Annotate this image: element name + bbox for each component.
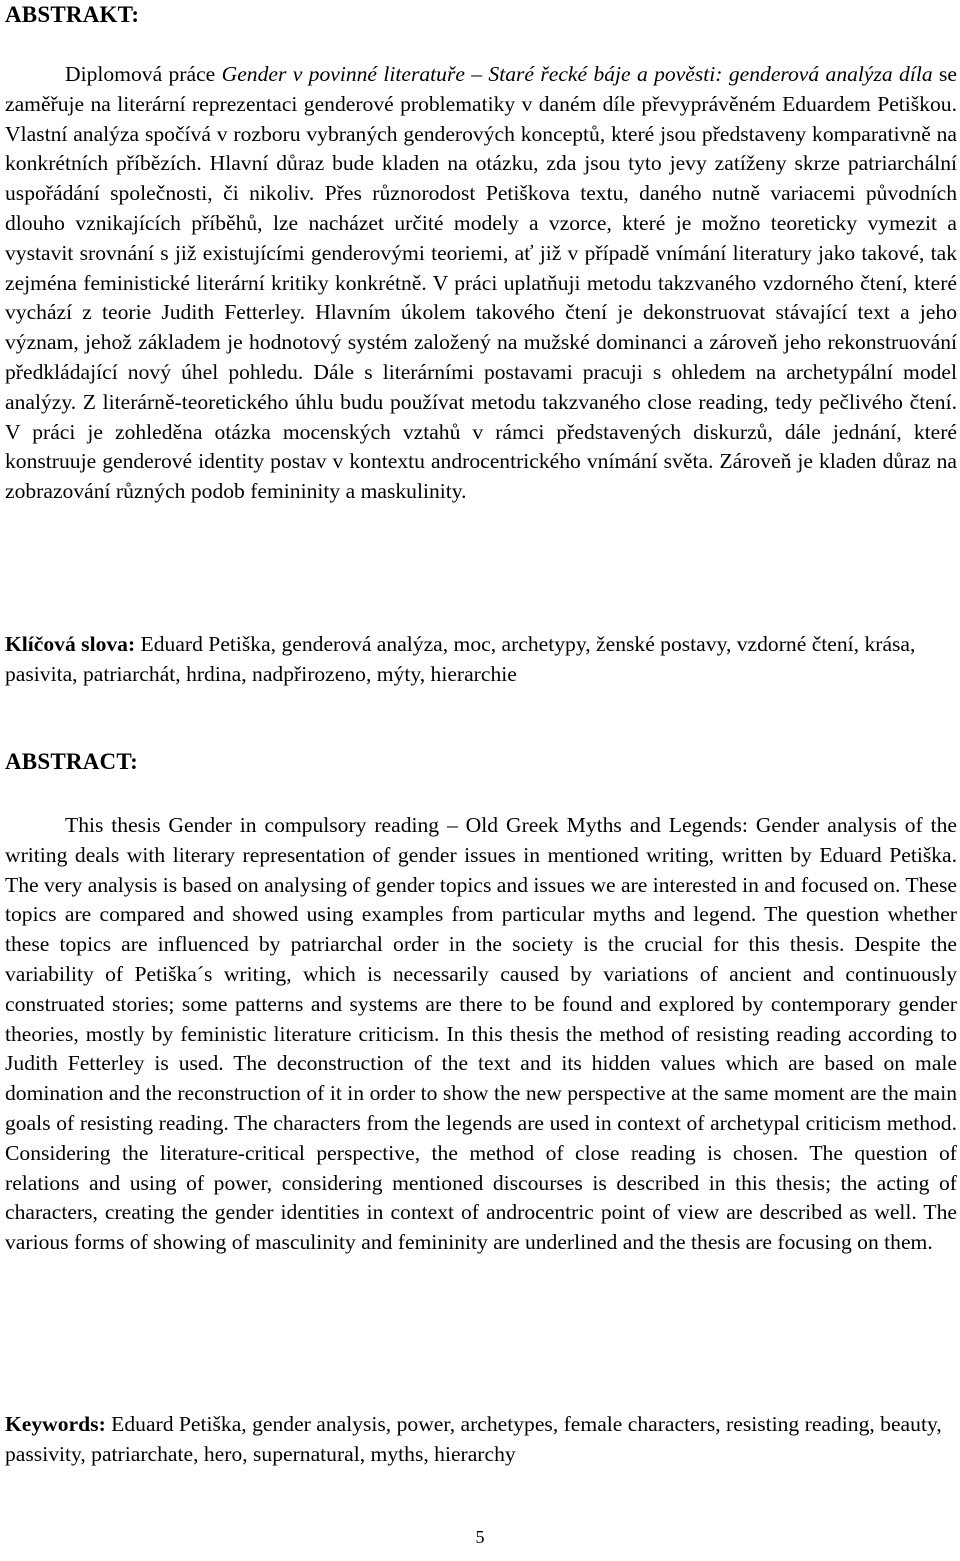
abstrakt-keywords (5, 630, 957, 690)
abstract-keywords (5, 1410, 957, 1470)
page-number: 5 (475, 1527, 485, 1547)
abstrakt-heading: ABSTRAKT: (5, 2, 140, 27)
abstrakt-title-prefix: Diplomová práce (65, 62, 222, 86)
abstract-paragraph: This thesis Gender in compulsory reading – Old Greek Myths and Legends: Gender analysis of the writing deals with literary representation of gender issues in mentioned writing, written by Eduard Petiška. The very analysis is based on analysing of gender topics and issues we are interested in and focused on. These topics are compared and showed using examples from particular myths and legend. The question whether these topics are influenced by patriarchal order in the society is the crucial for this thesis. Despite the variability of Petiška´s writing, which is necessarily caused by variations of ancient and continuously construated stories; some patterns and systems are there to be found and explored by contemporary gender theories, mostly by feministic literature criticism. In this thesis the method of resisting reading according to Judith Fetterley is used. The deconstruction of the text and its hidden values which are based on male domination and the reconstruction of it in order to show the new perspective at the same moment are the main goals of resisting reading. The characters from the legends are used in context of archetypal criticism method. Considering the literature-critical perspective, the method of close reading is chosen. The question of relations and using of power, considering mentioned discourses is described in this thesis; the acting of characters, creating the gender identities in context of androcentric point of view are described as well. The various forms of showing of masculinity and femininity are underlined and the thesis are focusing on them. (5, 813, 957, 1255)
abstrakt-body: se zaměřuje na literární reprezentaci genderové problematiky v daném díle převyprávěném Eduardem Petiškou. Vlastní analýza spočívá v rozboru vybraných genderových konceptů, které jsou představeny komparativně na konkrétních příbězích. Hlavní důraz bude kladen na otázku, zda jsou tyto jevy zatíženy skrze patriarchální uspořádání společnosti, či nikoliv. Přes různorodost Petiškova textu, daného nutně variacemi původních dlouho vznikajících příběhů, lze nacházet určité modely a vzorce, které je možno teoreticky vymezit a vystavit srovnání s již existujícími genderovými teoriemi, ať již v případě vnímání literatury jako takové, tak zejména feministické literární kritiky konkrétně. V práci uplatňuji metodu takzvaného vzdorného čtení, které vychází z teorie Judith Fetterley. Hlavním úkolem takového čtení je dekonstruovat stávající text a jeho význam, jehož základem je hodnotový systém založený na mužské dominanci a zároveň jeho rekonstruování předkládající nový úhel pohledu. Dále s literárními postavami pracuji s ohledem na archetypální model analýzy. Z literárně-teoretického úhlu budu používat metodu takzvaného close reading, tedy pečlivého čtení. V práci je zohleděna otázka mocenských vztahů v rámci představených diskurzů, dále jednání, které konstruuje genderové identity postav v kontextu androcentrického vnímání světa. Zároveň je kladen důraz na zobrazování různých podob femininity a maskulinity. (5, 62, 957, 504)
abstrakt-paragraph (5, 60, 957, 507)
abstract-heading: ABSTRACT: (5, 749, 139, 774)
abstract-keywords-list: Eduard Petiška, gender analysis, power, archetypes, female characters, resisting reading, beauty, passivity, patriarchate, hero, supernatural, myths, hierarchy (5, 1412, 942, 1466)
abstract-keywords-label: Keywords: (5, 1412, 106, 1436)
abstrakt-keywords-list: Eduard Petiška, genderová analýza, moc, archetypy, ženské postavy, vzdorné čtení, krása, pasivita, patriarchát, hrdina, nadpřirozeno, mýty, hierarchie (5, 632, 916, 686)
abstrakt-work-title: Gender v povinné literatuře – Staré řecké báje a pověsti: genderová analýza díla (221, 62, 933, 86)
abstrakt-keywords-label: Klíčová slova: (5, 632, 136, 656)
